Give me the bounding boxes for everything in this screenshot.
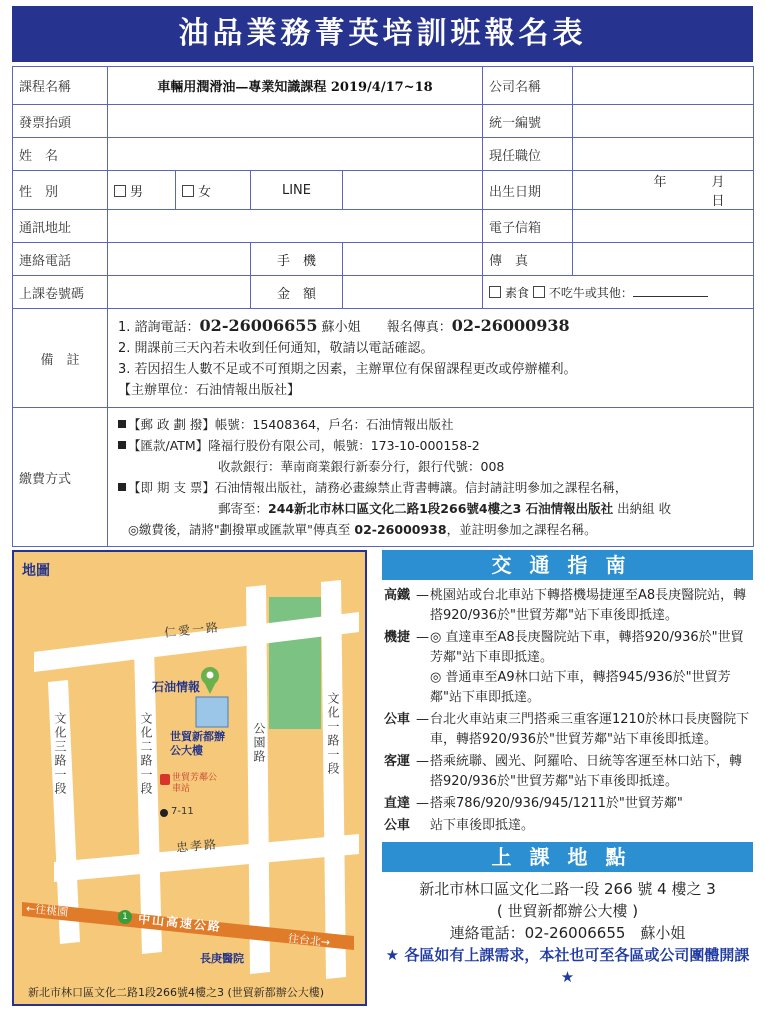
reg-fax-label: 報名傳真： xyxy=(386,320,452,335)
venue-addr-1: 新北市林口區文化二路一段 266 號 4 樓之 3 xyxy=(419,880,716,898)
direct-key-2: 公車 xyxy=(384,818,411,833)
location-pin-tip xyxy=(203,680,217,694)
label-to-taipei: 往台北→ xyxy=(287,931,331,950)
fax-note-number: 02-26000938 xyxy=(354,522,447,537)
payment-label: 繳費方式 xyxy=(13,408,108,547)
invoice-field[interactable] xyxy=(108,105,483,138)
mobile-field[interactable] xyxy=(343,243,483,276)
postal-text: 【郵 政 劃 撥】帳號：15408364，戶名：石油情報出版社 xyxy=(128,417,454,432)
dash: — xyxy=(416,712,429,727)
address-field[interactable] xyxy=(108,210,483,243)
transport-bus xyxy=(384,710,753,750)
fax-note-prefix: ◎繳費後，請將"劃撥單或匯款單"傳真至 xyxy=(128,522,351,537)
venue-phone: 連絡電話：02-26006655 蘇小姐 xyxy=(449,924,686,942)
label-highway: 中山高速公路 xyxy=(137,911,223,935)
fax-label: 傳 真 xyxy=(483,243,573,276)
note-4: 【主辦單位：石油情報出版社】 xyxy=(118,383,301,398)
payment-section xyxy=(108,408,754,547)
payment-mail xyxy=(118,498,743,519)
transport-direct-2 xyxy=(384,816,753,836)
amount-label: 金 額 xyxy=(251,276,343,309)
phone-label: 連絡電話 xyxy=(13,243,108,276)
amount-field[interactable] xyxy=(343,276,483,309)
position-field[interactable] xyxy=(573,138,754,171)
diet-other-field[interactable] xyxy=(633,286,708,297)
notes-section xyxy=(108,309,754,408)
coach-text: 搭乘統聯、國光、阿羅哈、日統等客運至林口站下，轉搭920/936於"世貿芳鄰"站下車後即抵達。 xyxy=(430,754,743,789)
email-label: 電子信箱 xyxy=(483,210,573,243)
location-map xyxy=(12,550,367,1006)
line-field[interactable] xyxy=(343,171,483,210)
poi-tower-label: 世貿新都辦公大樓 xyxy=(170,730,225,757)
road-wenhua1 xyxy=(321,580,346,979)
spacer xyxy=(416,816,430,836)
label-gongyuan: 公園路 xyxy=(252,722,266,764)
direct-text: 搭乘786/920/936/945/1211於"世貿芳鄰" xyxy=(430,796,683,811)
mobile-label: 手 機 xyxy=(251,243,343,276)
location-pin-dot xyxy=(207,672,214,679)
year-text: 年 xyxy=(653,175,667,190)
venue-note: ★ 各區如有上課需求，本社也可至各區或公司團體開課★ xyxy=(385,946,750,986)
dash: — xyxy=(416,588,429,603)
label-wenhua3: 文化三路一段 xyxy=(53,712,67,796)
male-checkbox[interactable] xyxy=(114,185,126,197)
no-beef-checkbox[interactable] xyxy=(533,286,545,298)
registration-form xyxy=(12,66,754,547)
transport-mrt xyxy=(384,628,753,708)
reg-fax: 02-26000938 xyxy=(451,316,570,335)
check-text: 【即 期 支 票】石油情報出版社，請務必畫線禁止背書轉讓。信封請註明參加之課程名稱， xyxy=(128,480,628,495)
invoice-label: 發票抬頭 xyxy=(13,105,108,138)
name-label: 姓 名 xyxy=(13,138,108,171)
label-to-taoyuan: ←往桃園 xyxy=(25,901,69,920)
highway-number-icon: 1 xyxy=(118,910,132,924)
gender-male-option[interactable] xyxy=(108,171,176,210)
bullet-square-icon xyxy=(118,441,126,449)
gender-female-option[interactable] xyxy=(176,171,251,210)
venue-header: 上課地點 xyxy=(382,842,753,872)
hsr-text: 桃園站或台北車站下轉搭機場捷運至A8長庚醫院站，轉搭920/936於"世貿芳鄰"站下車後即抵達。 xyxy=(430,588,747,623)
transport-header: 交通指南 xyxy=(382,550,753,580)
mail-prefix: 郵寄至： xyxy=(218,501,269,516)
payment-atm xyxy=(118,435,743,456)
direct-key: 直達 xyxy=(384,796,411,811)
contact-name: 蘇小姐 xyxy=(321,320,361,335)
bus-stop-icon xyxy=(160,774,170,785)
male-text: 男 xyxy=(130,184,144,200)
tax-id-label: 統一編號 xyxy=(483,105,573,138)
bus-key: 公車 xyxy=(384,712,411,727)
coach-key: 客運 xyxy=(384,754,411,769)
poi-bus-label: 世貿芳鄰公車站 xyxy=(172,773,218,794)
note-1-prefix: 1. 諮詢電話： xyxy=(118,320,200,335)
label-renai: 仁愛一路 xyxy=(163,620,221,640)
email-field[interactable] xyxy=(573,210,754,243)
bus-text: 台北火車站東三門搭乘三重客運1210於林口長庚醫院下車，轉搭920/936於"世貿芳鄰"站下車後即抵達。 xyxy=(430,712,750,747)
map-footer: 新北市林口區文化二路1段266號4樓之3 (世貿新都辦公大樓) xyxy=(28,986,325,999)
transport-direct xyxy=(384,794,753,814)
dash: — xyxy=(416,630,429,645)
form-title: 油品業務菁英培訓班報名表 xyxy=(12,6,753,62)
payment-fax-note xyxy=(118,519,743,540)
transport-hsr xyxy=(384,586,753,626)
direct-text-2: 站下車後即抵達。 xyxy=(430,818,535,833)
voucher-field[interactable] xyxy=(108,276,251,309)
address-label: 通訊地址 xyxy=(13,210,108,243)
course-value: 車輛用潤滑油—專業知識課程 2019/4/17~18 xyxy=(108,67,483,105)
fax-note-suffix: ，並註明參加之課程名稱。 xyxy=(446,522,597,537)
voucher-label: 上課卷號碼 xyxy=(13,276,108,309)
transport-list xyxy=(384,586,753,836)
mrt-text xyxy=(430,628,753,708)
line-label: LINE xyxy=(251,171,343,210)
dash: — xyxy=(416,754,429,769)
atm-text: 【匯款/ATM】隆福行股份有限公司，帳號：173-10-000158-2 xyxy=(128,438,480,453)
seven-eleven-icon xyxy=(160,809,168,817)
month-text: 月 xyxy=(711,175,725,190)
transport-coach xyxy=(384,752,753,792)
birth-field[interactable] xyxy=(573,171,754,210)
veg-text: 素食 xyxy=(505,285,530,300)
poi-hospital-label: 長庚醫院 xyxy=(200,952,244,965)
label-wenhua1: 文化一路一段 xyxy=(326,692,340,776)
mrt-key: 機捷 xyxy=(384,630,411,645)
mail-suffix: 出納組 收 xyxy=(617,501,672,516)
course-label: 課程名稱 xyxy=(13,67,108,105)
venue-addr-2: ( 世貿新都辦公大樓 ) xyxy=(496,902,639,920)
bullet-square-icon xyxy=(118,420,126,428)
poi-711-label: 7-11 xyxy=(171,806,194,817)
company-field[interactable] xyxy=(573,67,754,105)
payment-postal xyxy=(118,414,743,435)
notes-label: 備 註 xyxy=(13,309,108,408)
note-3: 3. 若因招生人數不足或不可預期之因素，主辦單位有保留課程更改或停辦權利。 xyxy=(118,362,577,377)
label-wenhua2: 文化二路一段 xyxy=(139,712,153,796)
mail-address: 244新北市林口區文化二路1段266號4樓之3 石油情報出版社 xyxy=(268,501,614,516)
tax-id-field[interactable] xyxy=(573,105,754,138)
inquiry-phone: 02-26006655 xyxy=(199,316,318,335)
venue-address xyxy=(382,878,753,944)
dash: — xyxy=(416,796,429,811)
position-label: 現任職位 xyxy=(483,138,573,171)
payment-bank: 收款銀行：華南商業銀行新泰分行，銀行代號：008 xyxy=(218,459,505,474)
veg-checkbox[interactable] xyxy=(489,286,501,298)
tower-building xyxy=(196,697,228,727)
note-2: 2. 開課前三天內若未收到任何通知，敬請以電話確認。 xyxy=(118,341,434,356)
female-text: 女 xyxy=(198,184,212,200)
note-1 xyxy=(118,315,743,338)
payment-check xyxy=(118,477,743,498)
day-text: 日 xyxy=(711,194,725,209)
diet-options xyxy=(483,276,754,309)
no-beef-text: 不吃牛或其他： xyxy=(548,285,633,300)
info-column xyxy=(382,550,753,988)
phone-field[interactable] xyxy=(108,243,251,276)
bullet-square-icon xyxy=(118,483,126,491)
park-area xyxy=(269,597,321,729)
female-checkbox[interactable] xyxy=(182,185,194,197)
mrt-1: ◎ 直達車至A8長庚醫院站下車，轉搭920/936於"世貿芳鄰"站下車即抵達。 xyxy=(430,630,744,665)
poi-petro-label: 石油情報 xyxy=(152,680,201,694)
company-label: 公司名稱 xyxy=(483,67,573,105)
gender-label: 性 別 xyxy=(13,171,108,210)
map-title: 地圖 xyxy=(22,563,50,579)
birth-label: 出生日期 xyxy=(483,171,573,210)
label-zhongxiao: 忠孝路 xyxy=(175,837,219,855)
name-field[interactable] xyxy=(108,138,483,171)
hsr-key: 高鐵 xyxy=(384,588,411,603)
mrt-2: ◎ 普通車至A9林口站下車，轉搭945/936於"世貿芳鄰"站下車即抵達。 xyxy=(430,670,731,705)
fax-field[interactable] xyxy=(573,243,754,276)
